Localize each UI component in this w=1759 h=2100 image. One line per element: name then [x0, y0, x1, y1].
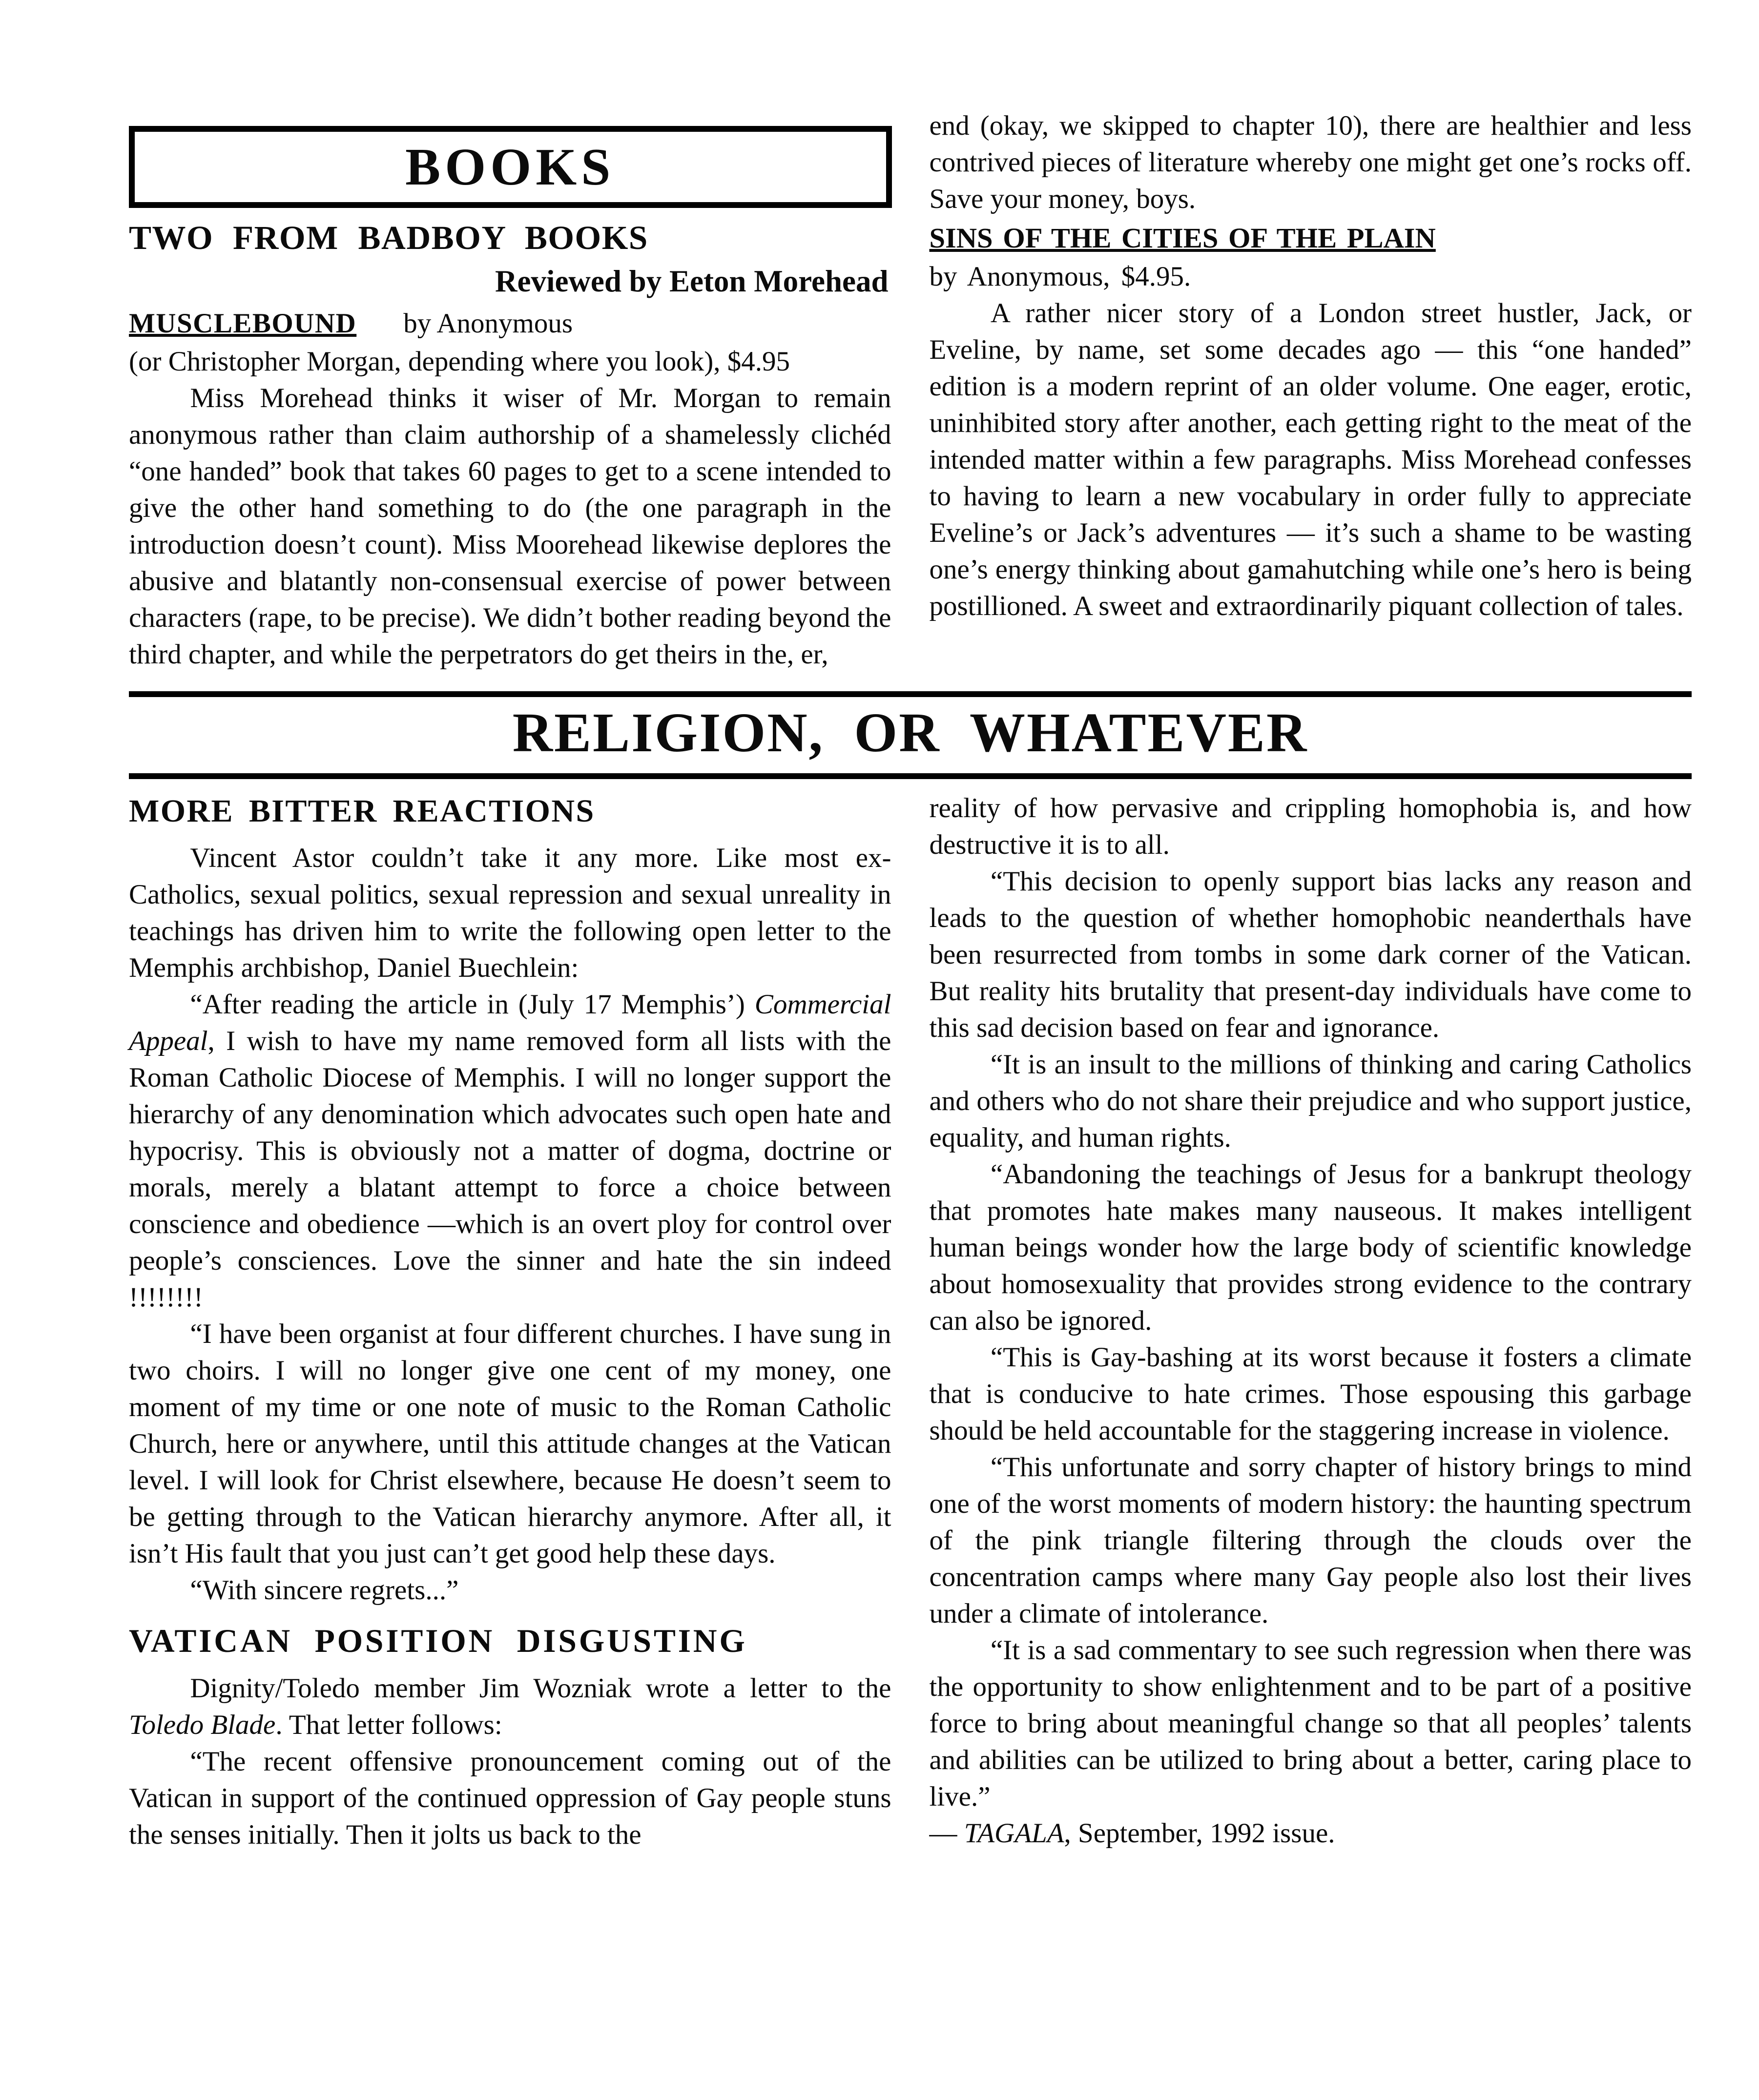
vatican-position-heading: VATICAN POSITION DISGUSTING [129, 1623, 747, 1659]
books-left-column [129, 108, 891, 674]
wozniak-pre: Dignity/Toledo member Jim Wozniak wrote a letter to the [190, 1674, 891, 1705]
wozniak-intro-paragraph [129, 1671, 891, 1744]
reviewer-byline: Reviewed by Eeton Morehead [495, 264, 889, 299]
wozniak-paragraph-6: “It is a sad commentary to see such regression when there was the opportunity to show enlightenment and to be part of a positive force to bring about meaningful change so that all peoples’ talents and abilities can be utilized to bring about a better, caring place to live.” [929, 1636, 1692, 1813]
banner-rule-bottom [129, 773, 1692, 779]
commercial-appeal-italic: Commercial Appeal [129, 990, 891, 1057]
sins-credit: by Anonymous, $4.95. [929, 262, 1191, 293]
religion-right-column [930, 791, 1692, 1853]
books-title: BOOKS [405, 138, 615, 196]
astor-regrets-line: “With sincere regrets...” [190, 1576, 459, 1606]
wozniak-letter-continuation: reality of how pervasive and crippling homophobia is, and how destructive it is to all. [929, 794, 1692, 861]
tagala-attribution [930, 1816, 1692, 1853]
books-section [129, 108, 1692, 674]
books-title-box [129, 126, 891, 208]
religion-banner-title: RELIGION, OR WHATEVER [512, 703, 1308, 764]
musclebound-author: by Anonymous [403, 309, 573, 340]
religion-banner [129, 691, 1692, 779]
musclebound-review-text-left: Miss Morehead thinks it wiser of Mr. Morgan to remain anonymous rather than claim authorship of a shamelessly clichéd “one handed” book that takes 60 pages to get to a scene intended to give the other hand something to do (the one paragraph in the introduction doesn’t count). Miss Moorehead likewise deplores the abusive and blatantly non-consensual exercise of power between characters (rape, to be precise). We didn’t bother reading beyond the third chapter, and while the perpetrators do get theirs in the, er, [129, 384, 891, 671]
books-section-heading: TWO FROM BADBOY BOOKS [129, 220, 648, 256]
musclebound-attribution: (or Christopher Morgan, depending where you look), $4.95 [129, 347, 790, 378]
banner-rule-top [129, 691, 1692, 697]
religion-section [129, 791, 1692, 1854]
astor-intro-paragraph: Vincent Astor couldn’t take it any more. Like most ex-Catholics, sexual politics, sexual repression and sexual unreality in teachings has driven him to write the following open letter to the Memphis archbishop, Daniel Buechlein: [129, 844, 891, 984]
musclebound-title: MUSCLEBOUND [129, 309, 357, 340]
letter1-post: , I wish to have my name removed form all lists with the Roman Catholic Diocese of Memphis. I will no longer support the hierarchy of any denomination which advocates such open hate and hypocrisy. This is obviously not a matter of dogma, doctrine or morals, merely a blatant attempt to force a choice between conscience and obedience —which is an overt ploy for control over people’s consciences. Love the sinner and hate the sin indeed !!!!!!!! [129, 1027, 891, 1314]
astor-letter-paragraph-1 [129, 987, 891, 1317]
sins-title: SINS OF THE CITIES OF THE PLAIN [929, 224, 1436, 255]
wozniak-letter-start: “The recent offensive pronouncement coming out of the Vatican in support of the continued oppression of Gay people stuns the senses initially. Then it jolts us back to the [129, 1747, 891, 1851]
religion-left-column [129, 791, 891, 1854]
more-bitter-heading: MORE BITTER REACTIONS [129, 792, 595, 829]
wozniak-paragraph-5: “This unfortunate and sorry chapter of history brings to mind one of the worst moments of modern history: the haunting spectrum of the pink triangle filtering through the clouds over the concentration camps where many Gay people also lost their lives under a climate of intolerance. [929, 1453, 1692, 1630]
sins-review-text: A rather nicer story of a London street hustler, Jack, or Eveline, by name, set some decades ago — this “one handed” edition is a modern reprint of an older volume. One eager, erotic, uninhibited story after another, each getting right to the meat of the intended matter within a few paragraphs. Miss Morehead confesses to having to learn a new vocabulary in order fully to appreciate Eveline’s or Jack’s adventures — it’s such a shame to be wasting one’s energy thinking about gamahutching while one’s hero is being postillioned. A sweet and extraordinarily piquant collection of tales. [929, 299, 1692, 622]
tagala-post: , September, 1992 issue. [1064, 1819, 1335, 1850]
musclebound-review-text-right: end (okay, we skipped to chapter 10), there are healthier and less contrived pieces of literature whereby one might get one’s rocks off. Save your money, boys. [929, 111, 1692, 215]
tagala-italic: TAGALA [964, 1819, 1064, 1850]
musclebound-title-line [129, 306, 891, 344]
toledo-blade-italic: Toledo Blade [129, 1710, 276, 1741]
letter1-pre: “After reading the article in (July 17 Memphis’) [190, 990, 755, 1021]
wozniak-paragraph-2: “It is an insult to the millions of thinking and caring Catholics and others who do not share their prejudice and who support justice, equality, and human rights. [929, 1050, 1692, 1154]
books-right-column [930, 108, 1692, 625]
astor-letter-paragraph-2: “I have been organist at four different churches. I have sung in two choirs. I will no longer give one cent of my money, one moment of my time or one note of music to the Roman Catholic Church, here or anywhere, until this attitude changes at the Vatican level. I will look for Christ elsewhere, because He doesn’t seem to be getting through to the Vatican hierarchy anymore. After all, it isn’t His fault that you just can’t get good help these days. [129, 1319, 891, 1570]
wozniak-paragraph-4: “This is Gay-bashing at its worst because it fosters a climate that is conducive to hate crimes. Those espousing this garbage should be held accountable for the staggering increase in violence. [929, 1343, 1692, 1447]
sins-title-line [930, 220, 1692, 259]
wozniak-paragraph-1: “This decision to openly support bias lacks any reason and leads to the question of whether homophobic neanderthals have been resurrected from tombs in some dark corner of the Vatican. But reality hits brutality that present-day individuals have come to this sad decision based on fear and ignorance. [929, 867, 1692, 1044]
wozniak-paragraph-3: “Abandoning the teachings of Jesus for a bankrupt theology that promotes hate makes many nauseous. It makes intelligent human beings wonder how the large body of scientific knowledge about homosexuality that provides strong evidence to the contrary can also be ignored. [929, 1160, 1692, 1337]
wozniak-post: . That letter follows: [275, 1710, 502, 1741]
tagala-dash: — [929, 1819, 964, 1850]
